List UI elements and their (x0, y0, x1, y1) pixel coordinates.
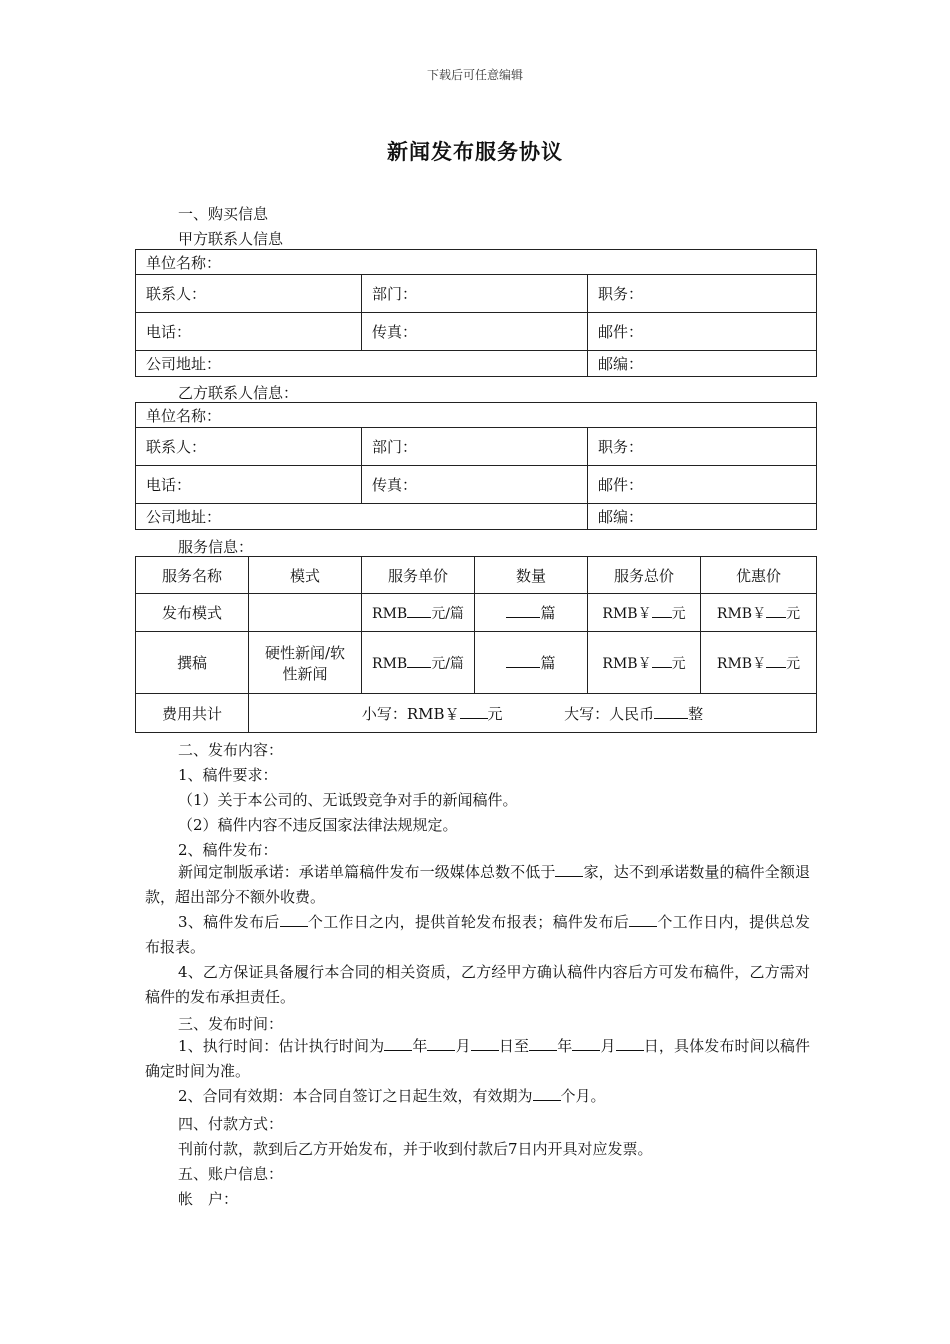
unit-price-blank[interactable] (407, 617, 431, 618)
total-row (136, 694, 817, 733)
unit-name-label: 单位名称： (146, 406, 222, 425)
unit-price-cell[interactable] (362, 632, 475, 694)
total-label: 费用共计 (136, 694, 249, 733)
position-label: 职务： (598, 285, 644, 303)
unit-price-prefix: RMB (372, 655, 408, 672)
table-row (136, 594, 817, 632)
address-label: 公司地址： (146, 355, 222, 373)
validity-paragraph (145, 1084, 810, 1109)
total-small-prefix: 小写：RMB￥ (361, 704, 460, 723)
party-b-table (135, 402, 817, 530)
fax-cell[interactable] (362, 313, 588, 351)
item-1-1: （1）关于本公司的、无诋毁竞争对手的新闻稿件。 (178, 791, 518, 809)
month-label: 月 (600, 1037, 616, 1055)
row-mode[interactable] (249, 594, 362, 632)
total-price-blank[interactable] (652, 617, 672, 618)
start-year-blank[interactable] (384, 1050, 412, 1051)
discount-prefix: RMB￥ (716, 605, 767, 622)
total-price-prefix: RMB￥ (602, 605, 652, 622)
header-service-name: 服务名称 (136, 557, 249, 594)
total-price-cell[interactable] (588, 594, 701, 632)
total-price-cell[interactable] (588, 632, 701, 694)
postcode-label: 邮编： (598, 355, 644, 373)
header-mode: 模式 (249, 557, 362, 594)
section4-heading: 四、付款方式： (178, 1115, 284, 1133)
fax-label: 传真： (372, 323, 418, 341)
unit-price-suffix: 元/篇 (431, 605, 464, 622)
department-label: 部门： (372, 438, 418, 456)
section5-heading: 五、账户信息： (178, 1165, 284, 1183)
phone-label: 电话： (146, 323, 192, 341)
contact-label: 联系人： (146, 285, 207, 303)
header-unit-price: 服务单价 (362, 557, 475, 594)
service-info-label: 服务信息： (178, 538, 254, 556)
table-header-row (136, 557, 817, 594)
email-cell[interactable] (588, 313, 817, 351)
media-count-blank[interactable] (555, 876, 583, 877)
unit-name-cell[interactable] (136, 403, 817, 428)
custom-commitment-paragraph (145, 860, 810, 910)
total-price-prefix: RMB￥ (602, 655, 652, 672)
item-2: 2、稿件发布： (178, 841, 278, 859)
address-label: 公司地址： (146, 508, 222, 526)
day-label: 日 (643, 1037, 659, 1055)
postcode-label: 邮编： (598, 508, 644, 526)
validity-text-b: 个月。 (560, 1087, 606, 1105)
quantity-suffix: 篇 (540, 604, 556, 622)
phone-cell[interactable] (136, 313, 362, 351)
discount-blank[interactable] (766, 667, 786, 668)
month-label: 月 (455, 1037, 471, 1055)
total-price-suffix: 元 (671, 655, 686, 672)
item-1-2: （2）稿件内容不违反国家法律法规规定。 (178, 816, 458, 834)
item-3-text-b: 个工作日之内，提供首轮发布报表；稿件发布后 (307, 913, 630, 931)
party-a-label: 甲方联系人信息 (178, 230, 284, 248)
unit-name-label: 单位名称： (146, 253, 222, 272)
item-4-paragraph: 4、乙方保证具备履行本合同的相关资质，乙方经甲方确认稿件内容后方可发布稿件，乙方需对稿件的发布承担责任。 (145, 963, 810, 1006)
total-price-blank[interactable] (652, 667, 672, 668)
day-to-label: 日至 (498, 1037, 530, 1055)
department-cell[interactable] (362, 428, 588, 466)
position-cell[interactable] (588, 275, 817, 313)
payment-text: 刊前付款，款到后乙方开始发布，并于收到付款后7日内开具对应发票。 (178, 1140, 653, 1158)
mode-line-2: 性新闻 (282, 664, 328, 683)
section3-heading: 三、发布时间： (178, 1015, 284, 1033)
section1-heading: 一、购买信息 (178, 205, 269, 223)
party-b-label: 乙方联系人信息： (178, 384, 299, 402)
contact-label: 联系人： (146, 438, 207, 456)
quantity-suffix: 篇 (540, 654, 556, 672)
quantity-cell[interactable] (475, 632, 588, 694)
total-small-suffix: 元 (487, 704, 503, 723)
discount-price-cell[interactable] (701, 594, 817, 632)
header-note: 下载后可任意编辑 (426, 68, 523, 82)
row-name: 发布模式 (136, 594, 249, 632)
table-row (136, 632, 817, 694)
start-day-blank[interactable] (471, 1050, 499, 1051)
email-label: 邮件： (598, 323, 644, 341)
total-amount-cell[interactable] (249, 694, 817, 733)
unit-price-cell[interactable] (362, 594, 475, 632)
header-total-price: 服务总价 (588, 557, 701, 594)
email-cell[interactable] (588, 466, 817, 504)
row-name: 撰稿 (136, 632, 249, 694)
unit-price-blank[interactable] (407, 667, 431, 668)
department-cell[interactable] (362, 275, 588, 313)
start-month-blank[interactable] (427, 1050, 455, 1051)
section2-heading: 二、发布内容： (178, 741, 284, 759)
account-label: 帐 户： (178, 1190, 239, 1208)
first-report-days-blank[interactable] (280, 926, 308, 927)
year-label: 年 (557, 1037, 573, 1055)
year-label: 年 (412, 1037, 428, 1055)
discount-price-cell[interactable] (701, 632, 817, 694)
total-big-prefix: 大写：人民币 (564, 704, 655, 723)
end-month-blank[interactable] (572, 1050, 600, 1051)
discount-prefix: RMB￥ (716, 655, 767, 672)
quantity-blank[interactable] (506, 617, 540, 618)
fax-cell[interactable] (362, 466, 588, 504)
address-cell[interactable] (136, 351, 588, 377)
email-label: 邮件： (598, 476, 644, 494)
party-a-table (135, 249, 817, 377)
unit-name-cell[interactable] (136, 250, 817, 275)
item-1: 1、稿件要求： (178, 766, 278, 784)
total-price-suffix: 元 (671, 605, 686, 622)
unit-price-prefix: RMB (372, 605, 408, 622)
mode-line-1: 硬性新闻/软 (264, 643, 346, 662)
postcode-cell[interactable] (588, 351, 817, 377)
item-3-paragraph (145, 910, 810, 960)
execution-time-text-b: ，具体发布时间以稿件确定时间为准。 (145, 1037, 810, 1080)
phone-label: 电话： (146, 476, 192, 494)
item-3-text-a: 3、稿件发布后 (178, 913, 280, 931)
custom-commitment-text-a: 新闻定制版承诺：承诺单篇稿件发布一级媒体总数不低于 (178, 863, 556, 881)
fax-label: 传真： (372, 476, 418, 494)
validity-months-blank[interactable] (533, 1100, 561, 1101)
header-discount-price: 优惠价 (701, 557, 817, 594)
end-day-blank[interactable] (616, 1050, 644, 1051)
service-table (135, 556, 817, 733)
address-cell[interactable] (136, 504, 588, 530)
execution-time-text-a: 1、执行时间：估计执行时间为 (178, 1037, 385, 1055)
total-big-suffix: 整 (688, 704, 704, 723)
position-label: 职务： (598, 438, 644, 456)
validity-text-a: 2、合同有效期：本合同自签订之日起生效，有效期为 (178, 1087, 533, 1105)
discount-suffix: 元 (786, 605, 801, 622)
phone-cell[interactable] (136, 466, 362, 504)
total-report-days-blank[interactable] (629, 926, 657, 927)
department-label: 部门： (372, 285, 418, 303)
total-big-blank[interactable] (654, 718, 688, 719)
contact-cell[interactable] (136, 275, 362, 313)
quantity-blank[interactable] (506, 667, 540, 668)
row-mode[interactable] (249, 632, 362, 694)
end-year-blank[interactable] (529, 1050, 557, 1051)
document-title: 新闻发布服务协议 (387, 139, 563, 164)
custom-commitment-text-b: 家，达不到承诺数量的稿件全额退款，超出部分不额外收费。 (145, 863, 810, 906)
discount-suffix: 元 (786, 655, 801, 672)
discount-blank[interactable] (766, 617, 786, 618)
unit-price-suffix: 元/篇 (431, 655, 464, 672)
item-3-text-c: 个工作日内，提供总发布报表。 (145, 913, 810, 956)
position-cell[interactable] (588, 428, 817, 466)
postcode-cell[interactable] (588, 504, 817, 530)
header-quantity: 数量 (475, 557, 588, 594)
execution-time-paragraph (145, 1034, 810, 1084)
total-small-blank[interactable] (460, 718, 488, 719)
contact-cell[interactable] (136, 428, 362, 466)
quantity-cell[interactable] (475, 594, 588, 632)
